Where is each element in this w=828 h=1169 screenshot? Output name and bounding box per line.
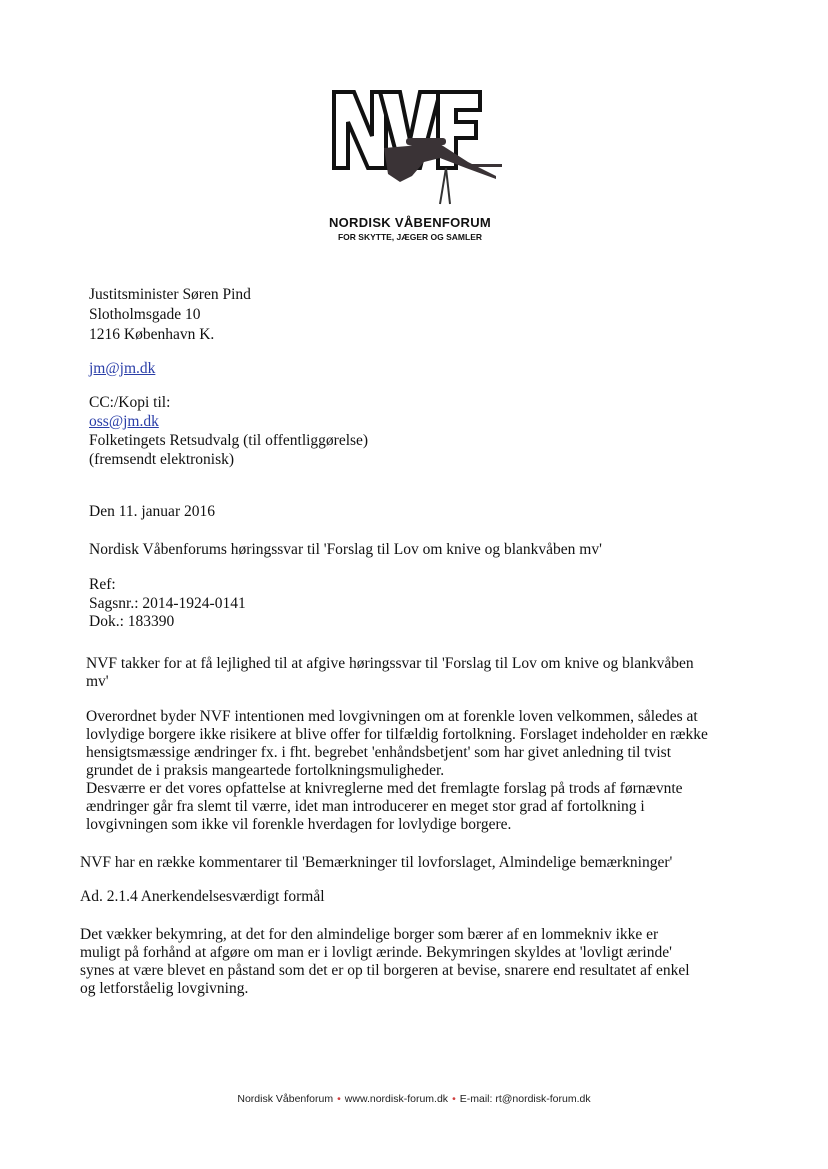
footer-web-link[interactable]: www.nordisk-forum.dk — [344, 1093, 449, 1105]
paragraph-line: Desværre er det vores opfattelse at knivreglerne med det fremlagte forslag på trods af førnævnte — [86, 780, 683, 797]
footer-separator: • — [337, 1093, 341, 1105]
page-footer — [0, 1093, 828, 1105]
paragraph-line: ændringer går fra slemt til værre, idet man introducerer en meget stor grad af fortolkning i — [86, 798, 645, 815]
org-tagline: FOR SKYTTE, JÆGER OG SAMLER — [337, 232, 483, 242]
case-number: Sagsnr.: 2014-1924-0141 — [89, 595, 246, 612]
cc-email-link[interactable]: oss@jm.dk — [89, 413, 159, 430]
recipient-city: 1216 København K. — [89, 326, 215, 343]
recipient-street: Slotholmsgade 10 — [89, 306, 201, 323]
paragraph-1 — [86, 655, 694, 691]
paragraph-line: og letforståelig lovgivning. — [80, 980, 249, 997]
footer-email[interactable]: E-mail: rt@nordisk-forum.dk — [459, 1093, 591, 1105]
nvf-logo — [328, 86, 504, 212]
reference-label: Ref: — [89, 576, 116, 593]
paragraph-line: hensigtsmæssige ændringer fx. i fht. begrebet 'enhåndsbetjent' som har givet anledning til tvist — [86, 744, 672, 761]
paragraph-line: grundet de i praksis mangeartede fortolkningsmuligheder. — [86, 762, 445, 779]
cc-label: CC:/Kopi til: — [89, 394, 171, 411]
paragraph-3: NVF har en række kommentarer til 'Bemærkninger til lovforslaget, Almindelige bemærkninger' — [80, 854, 673, 871]
paragraph-line: mv' — [86, 673, 109, 690]
paragraph-line: Det vækker bekymring, at det for den almindelige borger som bærer af en lommekniv ikke er — [80, 926, 659, 943]
section-heading: Ad. 2.1.4 Anerkendelsesværdigt formål — [80, 888, 325, 905]
paragraph-line: synes at være blevet en påstand som det er op til borgeren at bevise, snarere end resultatet af enkel — [80, 962, 690, 979]
letter-subject: Nordisk Våbenforums høringssvar til 'Forslag til Lov om knive og blankvåben mv' — [89, 541, 602, 558]
cc-line-1: Folketingets Retsudvalg (til offentliggørelse) — [89, 432, 369, 449]
footer-org: Nordisk Våbenforum — [237, 1093, 334, 1105]
paragraph-line: NVF takker for at få lejlighed til at afgive høringssvar til 'Forslag til Lov om knive og blankvåben — [86, 655, 694, 672]
paragraph-4 — [80, 926, 690, 998]
document-number: Dok.: 183390 — [89, 613, 175, 630]
paragraph-line: lovgivningen som ikke vil forenkle hverdagen for lovlydige borgere. — [86, 816, 512, 833]
letter-date: Den 11. januar 2016 — [89, 503, 215, 520]
paragraph-line: Overordnet byder NVF intentionen med lovgivningen om at forenkle loven velkommen, således at — [86, 708, 698, 725]
org-name: NORDISK VÅBENFORUM — [328, 215, 492, 230]
paragraph-line: lovlydige borgere ikke risikere at blive offer for tilfældig fortolkning. Forslaget indeholder en række — [86, 726, 708, 743]
cc-line-2: (fremsendt elektronisk) — [89, 451, 235, 468]
paragraph-line: muligt på forhånd at afgøre om man er i lovligt ærinde. Bekymringen skyldes at 'lovligt ærinde' — [80, 944, 672, 961]
recipient-email-link[interactable]: jm@jm.dk — [89, 360, 156, 377]
recipient-name: Justitsminister Søren Pind — [89, 286, 251, 303]
footer-separator: • — [452, 1093, 456, 1105]
paragraph-2 — [86, 708, 708, 834]
